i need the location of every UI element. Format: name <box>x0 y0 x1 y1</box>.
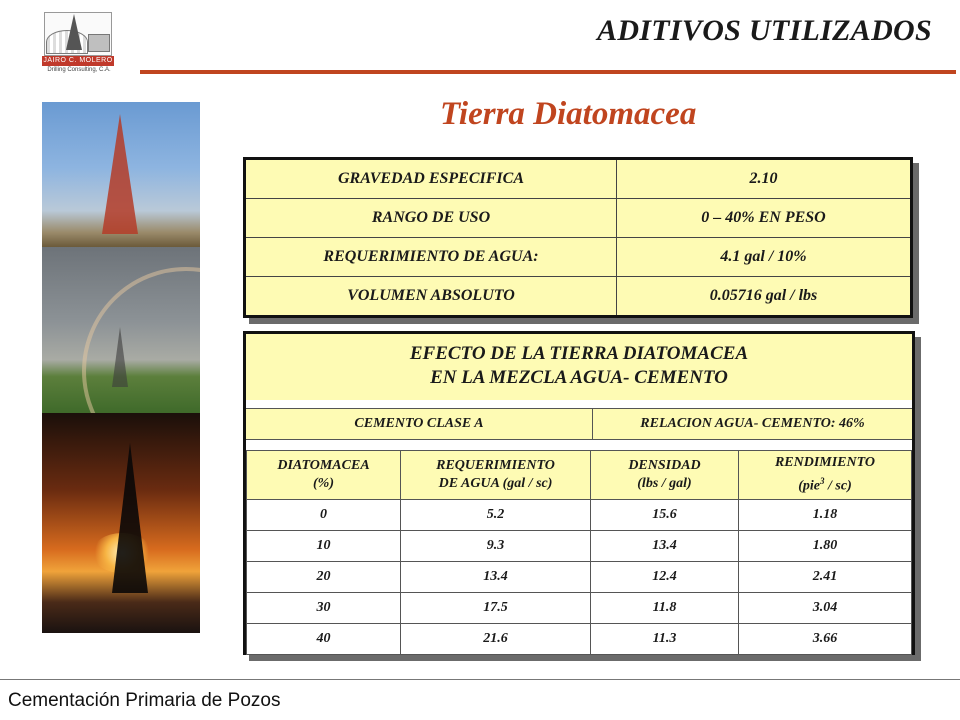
footer-divider <box>0 679 960 680</box>
footer-text: Cementación Primaria de Pozos <box>8 690 281 711</box>
table-cell: 1.80 <box>739 531 912 562</box>
header-row <box>247 451 912 500</box>
property-label: REQUERIMIENTO DE AGUA: <box>245 238 617 277</box>
rig-tower-shape <box>112 327 128 387</box>
table-cell: 10 <box>247 531 401 562</box>
table-cell: 3.04 <box>739 593 912 624</box>
table-cell: 12.4 <box>591 562 739 593</box>
table-cell: 11.8 <box>591 593 739 624</box>
offshore-platform-shape <box>112 443 148 593</box>
water-cement-ratio: RELACION AGUA- CEMENTO: 46% <box>640 416 865 431</box>
company-logo <box>36 12 122 72</box>
column-header-line2: (%) <box>313 476 334 491</box>
column-header-line2 <box>739 472 911 496</box>
table-cell: 13.4 <box>591 531 739 562</box>
table-cell: 9.3 <box>401 531 591 562</box>
table-cell: 21.6 <box>401 624 591 655</box>
property-label: RANGO DE USO <box>245 199 617 238</box>
unit-text: / sc) <box>824 478 852 494</box>
header-divider <box>140 70 956 74</box>
book-icon <box>88 34 110 52</box>
table-cell: 30 <box>247 593 401 624</box>
column-header-line2: (lbs / gal) <box>637 476 692 491</box>
table-row <box>247 593 912 624</box>
column-header-line1: RENDIMIENTO <box>774 455 876 471</box>
table-cell: 20 <box>247 562 401 593</box>
table-cell: 0 <box>247 500 401 531</box>
column-header <box>401 451 591 500</box>
table-row <box>245 159 912 199</box>
rainbow-shape <box>82 267 200 413</box>
logo-name: JAIRO C. MOLERO <box>43 57 113 64</box>
column-header <box>591 451 739 500</box>
unit-text: (pie <box>798 478 821 494</box>
table-cell: 40 <box>247 624 401 655</box>
table-row <box>247 562 912 593</box>
property-label: VOLUMEN ABSOLUTO <box>245 277 617 317</box>
slide-title: Tierra Diatomacea <box>440 96 697 132</box>
logo-subtitle: Drilling Consulting, C.A. <box>47 67 111 73</box>
effect-title-line1: EFECTO DE LA TIERRA DIATOMACEA <box>409 343 749 364</box>
column-header-line2: DE AGUA (gal / sc) <box>438 476 553 491</box>
column-header <box>247 451 401 500</box>
derrick-icon <box>66 14 82 50</box>
offshore-sunset-photo <box>42 413 200 633</box>
effect-table <box>243 331 915 655</box>
table-row <box>245 238 912 277</box>
table-cell: 3.66 <box>739 624 912 655</box>
effect-title <box>246 334 912 400</box>
table-row <box>247 531 912 562</box>
property-label: GRAVEDAD ESPECIFICA <box>245 159 617 199</box>
property-value: 0 – 40% EN PESO <box>617 199 912 238</box>
table-cell: 15.6 <box>591 500 739 531</box>
table-row <box>247 500 912 531</box>
column-header-line1: DENSIDAD <box>628 458 701 473</box>
table-row <box>245 199 912 238</box>
property-value: 2.10 <box>617 159 912 199</box>
rig-tower-shape <box>102 114 138 234</box>
effect-subheader <box>246 408 912 440</box>
drilling-rig-photo <box>42 102 200 247</box>
table-cell: 17.5 <box>401 593 591 624</box>
column-header-line1: DIATOMACEA <box>277 458 370 473</box>
rainbow-field-photo <box>42 247 200 413</box>
property-value: 4.1 gal / 10% <box>617 238 912 277</box>
table-row <box>247 624 912 655</box>
table-cell: 2.41 <box>739 562 912 593</box>
property-value: 0.05716 gal / lbs <box>617 277 912 317</box>
column-header <box>739 451 912 500</box>
cement-class: CEMENTO CLASE A <box>246 409 593 439</box>
table-cell: 11.3 <box>591 624 739 655</box>
unit-superscript: 3 <box>820 476 825 487</box>
header-title: ADITIVOS UTILIZADOS <box>597 14 932 47</box>
table-cell: 1.18 <box>739 500 912 531</box>
properties-table <box>243 157 913 318</box>
table-cell: 13.4 <box>401 562 591 593</box>
column-header-line1: REQUERIMIENTO <box>436 458 555 473</box>
effect-title-line2: EN LA MEZCLA AGUA- CEMENTO <box>430 367 728 388</box>
effect-data-grid <box>246 450 912 655</box>
table-row <box>245 277 912 317</box>
table-cell: 5.2 <box>401 500 591 531</box>
